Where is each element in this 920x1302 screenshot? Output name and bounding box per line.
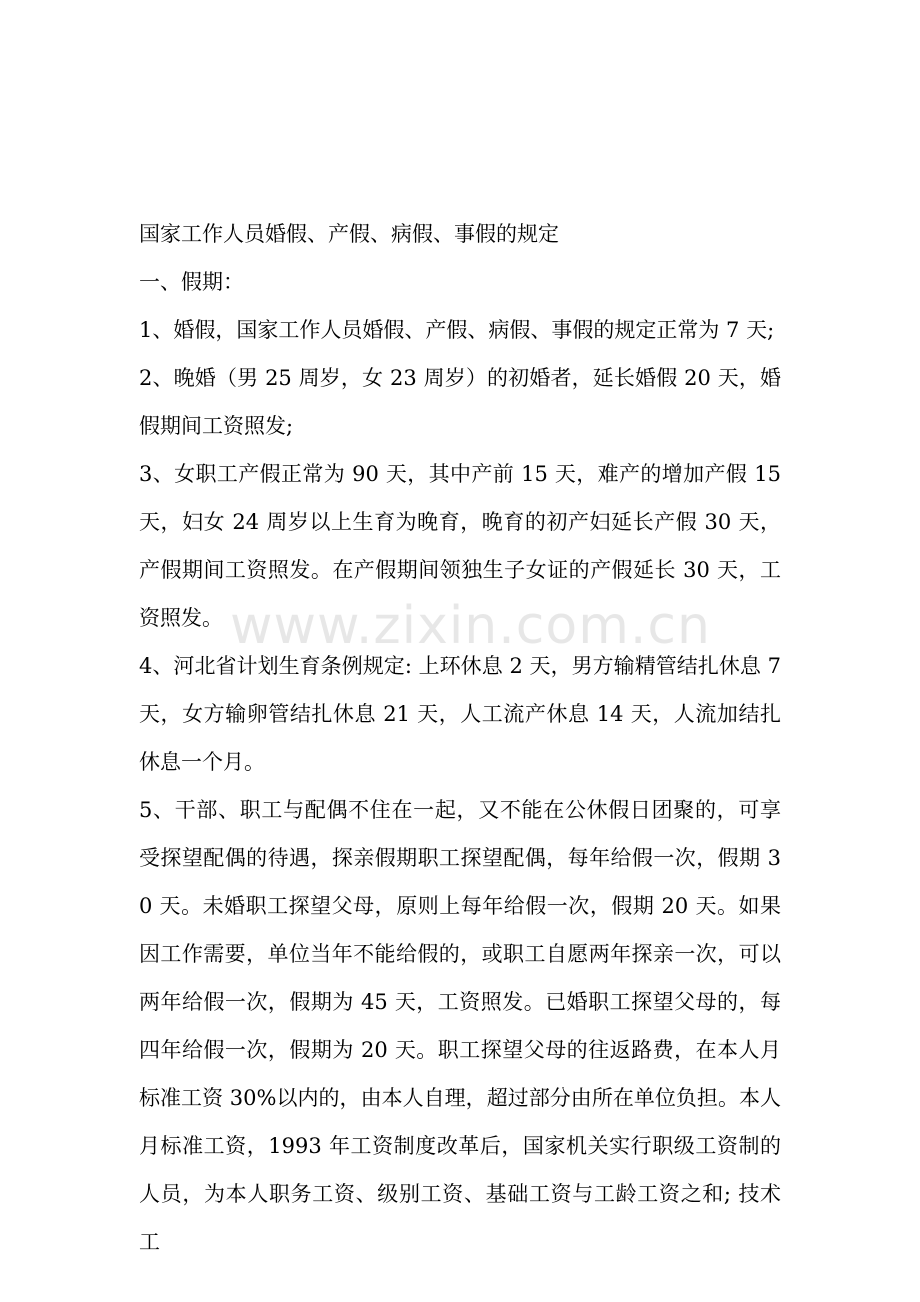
document-title: 国家工作人员婚假、产假、病假、事假的规定 bbox=[139, 222, 559, 246]
document-body bbox=[139, 210, 781, 1266]
watermark-text: www.zixin.com.cn bbox=[230, 596, 711, 656]
section-heading: 一、假期： bbox=[139, 270, 244, 294]
item-4: 4、河北省计划生育条例规定: 上环休息 2 天，男方输精管结扎休息 7 天，女方输卵管结扎休息 21 天，人工流产休息 14 天，人流加结扎休息一个月。 bbox=[139, 654, 781, 774]
item-1: 1、婚假，国家工作人员婚假、产假、病假、事假的规定正常为 7 天; bbox=[139, 318, 775, 342]
item-2: 2、晚婚（男 25 周岁，女 23 周岁）的初婚者，延长婚假 20 天，婚假期间工资照发; bbox=[139, 366, 781, 438]
item-3: 3、女职工产假正常为 90 天，其中产前 15 天，难产的增加产假 15 天，妇女 24 周岁以上生育为晚育，晚育的初产妇延长产假 30 天，产假期间工资照发。在产假期间领独生子女证的产假延长 30 天，工资照发。 bbox=[139, 462, 781, 630]
item-5: 5、干部、职工与配偶不住在一起，又不能在公休假日团聚的，可享受探望配偶的待遇，探亲假期职工探望配偶，每年给假一次，假期 30 天。未婚职工探望父母，原则上每年给假一次，假期 20 天。如果因工作需要，单位当年不能给假的，或职工自愿两年探亲一次，可以两年给假一次，假期为 45 天，工资照发。已婚职工探望父母的，每四年给假一次，假期为 20 天。职工探望父母的往返路费，在本人月标准工资 30%以内的，由本人自理，超过部分由所在单位负担。本人月标准工资，1993 年工资制度改革后，国家机关实行职级工资制的人员，为本人职务工资、级别工资、基础工资与工龄工资之和; 技术工 bbox=[139, 798, 781, 1254]
